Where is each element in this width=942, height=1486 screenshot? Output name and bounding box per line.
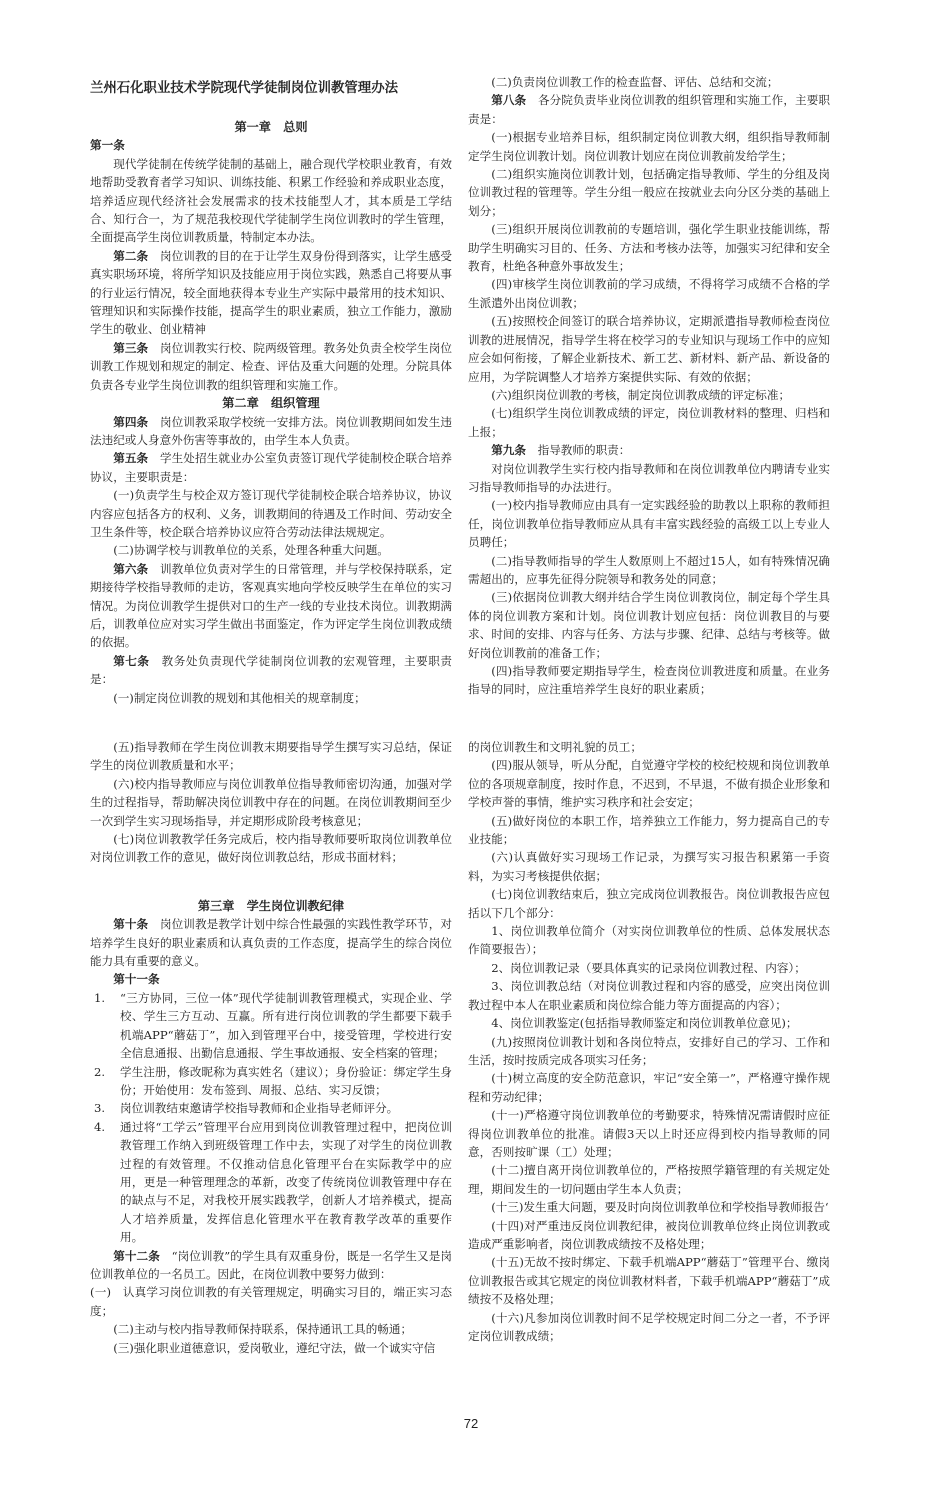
article-7-item-1: (一)制定岗位训教的规划和其他相关的规章制度； — [113, 690, 366, 705]
chapter-3-heading: 第三章 学生岗位训教纪律 — [197, 898, 345, 913]
article-8-item-2: (二)组织实施岗位训教计划，包括确定指导教师、学生的分组及岗位训教过程的管理等。学生分组一般应在按就业去向分区分类的基础上划分； — [468, 167, 830, 218]
article-12-item-12: (十二)擅自离开岗位训教单位的，严格按照学籍管理的有关规定处理，期间发生的一切问题由学生本人负责； — [468, 1163, 830, 1196]
article-12-item-13: (十三)发生重大问题，要及时向岗位训教单位和学校指导教师报告‘ — [491, 1200, 829, 1215]
article-6-label: 第六条 — [113, 561, 149, 576]
article-5-item-2: (二)协调学校与训教单位的关系，处理各种重大问题。 — [113, 543, 389, 558]
article-8-item-3: (三)组织开展岗位训教前的专题培训，强化学生职业技能训练，帮助学生明确实习目的、任务、方法和考核办法等，加强实习纪律和安全教育，杜绝各种意外事故发生； — [468, 222, 830, 274]
column-bottom-right — [468, 738, 830, 1345]
article-11 — [90, 970, 452, 988]
article-9-item-2: (二)指导教师指导的学生人数原则上不超过15人，如有特殊情况确需超出的，应事先征得分院领导和教务处的同意； — [468, 553, 830, 586]
article-9-intro: 对岗位训教学生实行校内指导教师和在岗位训教单位内聘请专业实习指导教师指导的办法进行。 — [468, 461, 830, 494]
article-12-item-1: (一) 认真学习岗位训教的有关管理规定，明确实习目的，端正实习态度； — [90, 1285, 452, 1318]
article-12-item-7: (七)岗位训教结束后，独立完成岗位训教报告。岗位训教报告应包括以下几个部分： — [468, 887, 830, 920]
article-10-text: 岗位训教是教学计划中综合性最强的实践性教学环节，对培养学生良好的职业素质和认真负责的工作态度，提高学生的综合岗位能力具有重要的意义。 — [90, 917, 452, 969]
article-6-text: 训教单位负责对学生的日常管理，并与学校保持联系，定期接待学校指导教师的走访，客观真实地向学校反映学生在单位的实习情况。为岗位训教学生提供对口的生产一线的专业技术岗位。训教期满后，训教单位应对实习学生做出书面鉴定，作为评定学生岗位训教成绩的依据。 — [90, 561, 452, 650]
article-5-label: 第五条 — [113, 451, 149, 466]
article-11-item-1 — [90, 989, 452, 1063]
article-9-item-5: (五)指导教师在学生岗位训教末期要指导学生撰写实习总结，保证学生的岗位训教质量和水平； — [90, 740, 452, 773]
article-12-item-16: (十六)凡参加岗位训教时间不足学校规定时间二分之一者，不予评定岗位训教成绩； — [468, 1310, 830, 1343]
article-8-text: 各分院负责毕业岗位训教的组织管理和实施工作，主要职责是： — [468, 93, 830, 126]
article-3-label: 第三条 — [113, 340, 149, 355]
article-9-item-1: (一)校内指导教师应由具有一定实践经验的助教以上职称的教师担任，岗位训教单位指导教师应从具有丰富实践经验的高级工以上专业人员聘任； — [468, 498, 830, 550]
item-text: 学生注册，修改昵称为真实姓名（建议）；身份验证：绑定学生身份；开始使用：发布签到、周报、总结、实习反馈； — [120, 1064, 452, 1097]
article-9-item-6: (六)校内指导教师应与岗位训教单位指导教师密切沟通，加强对学生的过程指导，帮助解决岗位训教中存在的问题。在岗位训教期间至少一次到学生实习现场指导，并定期形成阶段考核意见； — [90, 776, 452, 828]
article-1-text: 现代学徒制在传统学徒制的基础上，融合现代学校职业教育，有效地帮助受教育者学习知识、训练技能、积累工作经验和养成职业态度，培养适应现代经济社会发展需求的技术技能型人才，其本质是工学结合、知行合一，为了规范我校现代学徒制学生岗位训教时的学生管理，全面提高学生岗位训教质量，特制定本办法。 — [90, 156, 452, 245]
article-2 — [90, 247, 452, 339]
item-text: 通过将“工学云”管理平台应用到岗位训教管理过程中，把岗位训教管理工作纳入到班级管理工作中去，实现了对学生的岗位训教过程的有效管理。不仅推动信息化管理平台在实际教学中的应用，更是一种管理理念的革新，改变了传统岗位训教管理中存在的缺点与不足，对我校开展实践教学，创新人才培养模式，提高人才培养质量，发挥信息化管理水平在教育教学改革的重要作用。 — [120, 1119, 452, 1245]
article-12-item-6: (六)认真做好实习现场工作记录，为撰写实习报告积累第一手资料，为实习考核提供依据； — [468, 850, 830, 883]
article-12-item-14: (十四)对严重违反岗位训教纪律，被岗位训教单位终止岗位训教或造成严重影响者，岗位训教成绩按不及格处理； — [468, 1218, 830, 1251]
article-8-item-1: (一)根据专业培养目标，组织制定岗位训教大纲，组织指导教师制定学生岗位训教计划。岗位训教计划应在岗位训教前发给学生； — [468, 130, 830, 163]
article-12-text: “岗位训教”的学生具有双重身份，既是一名学生又是岗位训教单位的一名员工。因此，在岗位训教中要努力做到： — [90, 1248, 452, 1281]
item-number: 4. — [94, 1119, 106, 1134]
report-part-3: 3、岗位训教总结（对岗位训教过程和内容的感受，应突出岗位训教过程中本人在职业素质和岗位综合能力等方面提高的内容）； — [468, 979, 830, 1012]
article-12-item-9: (九)按照岗位训教计划和各岗位特点，安排好自己的学习、工作和生活，按时按质完成各项实习任务； — [468, 1034, 830, 1067]
article-9 — [468, 441, 830, 459]
article-11-item-4 — [90, 1118, 452, 1247]
chapter-2-heading: 第二章 组织管理 — [222, 396, 320, 411]
article-9-item-4: (四)指导教师要定期指导学生，检查岗位训教进度和质量。在业务指导的同时，应注重培养学生良好的职业素质； — [468, 664, 830, 697]
article-8 — [468, 91, 830, 128]
item-text: “三方协同，三位一体”现代学徒制训教管理模式，实现企业、学校、学生三方互动、互赢。所有进行岗位训教的学生都要下载手机端APP“蘑菇丁”，加入到管理平台中，接受管理，学校进行安全信息通报、出勤信息通报、学生事故通报、安全档案的管理； — [120, 990, 452, 1061]
article-12-item-2: (二)主动与校内指导教师保持联系，保持通讯工具的畅通； — [113, 1322, 413, 1337]
article-5-text: 学生处招生就业办公室负责签订现代学徒制校企联合培养协议，主要职责是： — [90, 451, 452, 484]
article-9-label: 第九条 — [491, 443, 526, 458]
article-12 — [90, 1247, 452, 1284]
article-2-label: 第二条 — [113, 248, 149, 263]
article-1-label: 第一条 — [90, 138, 125, 153]
column-bottom-left — [90, 738, 452, 1357]
column-top-left — [90, 77, 452, 707]
article-12-item-10: (十)树立高度的安全防范意识，牢记“安全第一”，严格遵守操作规程和劳动纪律； — [468, 1071, 830, 1104]
article-12-item-5: (五)做好岗位的本职工作，培养独立工作能力，努力提高自己的专业技能； — [468, 813, 830, 847]
article-5 — [90, 449, 452, 486]
article-12-item-3: (三)强化职业道德意识，爱岗敬业，遵纪守法，做一个诚实守信 — [113, 1340, 436, 1355]
item-number: 2. — [94, 1064, 106, 1079]
article-8-item-4: (四)审核学生岗位训教前的学习成绩，不得将学习成绩不合格的学生派遣外出岗位训教； — [468, 277, 830, 310]
item-number: 1. — [94, 990, 106, 1005]
article-5-item-1: (一)负责学生与校企双方签订现代学徒制校企联合培养协议，协议内容应包括各方的权利、义务，训教期间的待遇及工作时间、劳动安全卫生条件等，校企联合培养协议应符合劳动法律法规规定。 — [90, 488, 452, 539]
article-2-text: 岗位训教的目的在于让学生双身份得到落实，让学生感受真实职场环境，将所学知识及技能应用于岗位实践，熟悉自己将要从事的行业运行情况，较全面地获得本专业生产实际中最常用的技术知识、管理知识和实际操作技能，提高学生的职业素质，独立工作能力，激励学生的敬业、创业精神 — [90, 248, 452, 337]
article-4 — [90, 413, 452, 450]
article-6 — [90, 560, 452, 652]
document-title: 兰州石化职业技术学院现代学徒制岗位训教管理办法 — [90, 80, 398, 96]
article-9-item-7: (七)岗位训教教学任务完成后，校内指导教师要听取岗位训教单位对岗位训教工作的意见，做好岗位训教总结，形成书面材料； — [90, 832, 452, 865]
article-9-text: 指导教师的职责： — [537, 443, 631, 458]
article-12-item-3-continued: 的岗位训教生和文明礼貌的员工； — [468, 740, 642, 754]
article-4-text: 岗位训教采取学校统一安排方法。岗位训教期间如发生违法违纪或人身意外伤害等事故的，由学生本人负责。 — [90, 414, 452, 447]
article-3 — [90, 339, 452, 394]
article-12-item-11: (十一)严格遵守岗位训教单位的考勤要求，特殊情况需请假时应征得岗位训教单位的批准。请假3天以上时还应得到校内指导教师的同意，否则按旷课（工）处理； — [468, 1108, 830, 1159]
article-8-label: 第八条 — [491, 93, 527, 108]
page-number: 72 — [463, 1416, 479, 1431]
article-12-label: 第十二条 — [113, 1248, 160, 1263]
report-part-1: 1、岗位训教单位简介（对实岗位训教单位的性质、总体发展状态作简要报告）； — [468, 924, 830, 957]
article-7-item-2: (二)负责岗位训教工作的检查监督、评估、总结和交流； — [491, 75, 779, 89]
article-7-text: 教务处负责现代学徒制岗位训教的宏观管理，主要职责是： — [90, 653, 452, 687]
report-part-4: 4、岗位训教鉴定(包括指导教师鉴定和岗位训教单位意见)； — [491, 1016, 798, 1031]
article-10-label: 第十条 — [113, 917, 149, 932]
article-7 — [90, 652, 452, 689]
article-10 — [90, 915, 452, 970]
article-12-item-4: (四)服从领导，听从分配，自觉遵守学校的校纪校规和岗位训教单位的各项规章制度，按时作息，不迟到，不早退，不做有损企业形象和学校声誉的事情，维护实习秩序和社会安定； — [468, 758, 830, 810]
report-part-2: 2、岗位训教记录（要具体真实的记录岗位训教过程、内容）； — [491, 960, 806, 975]
article-1 — [90, 136, 452, 154]
item-number: 3. — [94, 1101, 106, 1116]
column-top-right — [468, 73, 830, 699]
article-8-item-7: (七)组织学生岗位训教成绩的评定，岗位训教材料的整理、归档和上报； — [468, 406, 830, 439]
article-12-item-15: (十五)无故不按时绑定、下载手机端APP“蘑菇丁”管理平台、缴岗位训教报告或其它规定的岗位训教材料者，下载手机端APP“蘑菇丁”成绩按不及格处理； — [468, 1255, 830, 1307]
article-11-item-2 — [90, 1063, 452, 1100]
article-11-item-3 — [90, 1099, 452, 1117]
item-text: 岗位训教结束邀请学校指导教师和企业指导老师评分。 — [120, 1101, 399, 1116]
chapter-1-heading: 第一章 总则 — [234, 120, 308, 134]
article-7-label: 第七条 — [113, 653, 150, 668]
article-4-label: 第四条 — [113, 414, 149, 429]
article-8-item-6: (六)组织岗位训教的考核，制定岗位训教成绩的评定标准； — [491, 387, 791, 402]
article-11-label: 第十一条 — [113, 972, 160, 987]
article-9-item-3: (三)依据岗位训教大纲并结合学生岗位训教岗位，制定每个学生具体的岗位训教方案和计划。岗位训教计划应包括：岗位训教目的与要求、时间的安排、内容与任务、方法与步骤、纪律、总结与考核等。做好岗位训教前的准备工作； — [468, 590, 830, 660]
article-3-text: 岗位训教实行校、院两级管理。教务处负责全校学生岗位训教工作规划和规定的制定、检查、评估及重大问题的处理。分院具体负责各专业学生岗位训教的组织管理和实施工作。 — [90, 340, 452, 392]
article-8-item-5: (五)按照校企间签订的联合培养协议，定期派遣指导教师检查岗位训教的进展情况，指导学生将在校学习的专业知识与现场工作中的应知应会如何衔接，了解企业新技术、新工艺、新材料、新产品、新设备的应用，为学院调整人才培养方案提供实际、有效的依据； — [468, 314, 830, 384]
